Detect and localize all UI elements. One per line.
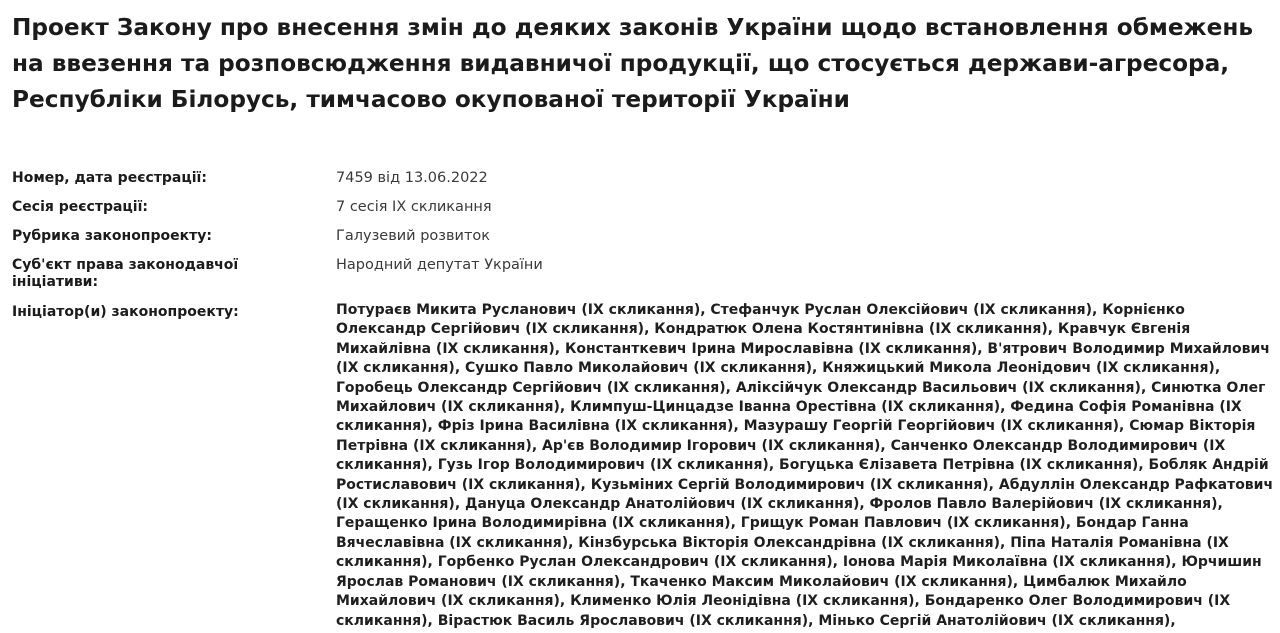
initiators-label: Ініціатор(и) законопроекту: <box>12 304 239 320</box>
registration-label: Номер, дата реєстрації: <box>12 170 207 186</box>
subject-label <box>12 257 336 291</box>
bill-metadata <box>12 159 1274 631</box>
category-row <box>12 228 1274 257</box>
category-label: Рубрика законопроекту: <box>12 228 212 244</box>
subject-label-text: Суб'єкт права законодавчої ініціативи: <box>12 257 239 290</box>
session-row <box>12 199 1274 228</box>
initiators-list: Потураєв Микита Русланович (IX скликання), Стефанчук Руслан Олексійович (IX скликання), Корнієнко Олександр Сергійович (IX скликання), Кондратюк Олена Костянтинівна (IX скликання), Кравчук Євгенія Михайлівна (IX скликання), Константкевич Ірина Мирославівна (IX скликання), В'ятрович Володимир Михайлович (IX скликання), Сушко Павло Миколайович (IX скликання), Княжицький Микола Леонідович (IX скликання), Горобець Олександр Сергійович (IX скликання), Аліксійчук Олександр Васильович (IX скликання), Синютка Олег Михайлович (IX скликання), Климпуш-Цинцадзе Іванна Орестівна (IX скликання), Федина Софія Романівна (IX скликання), Фріз Ірина Василівна (IX скликання), Мазурашу Георгій Георгійович (IX скликання), Сюмар Вікторія Петрівна (IX скликання), Ар'єв Володимир Ігорович (IX скликання), Санченко Олександр Володимирович (IX скликання), Гузь Ігор Володимирович (IX скликання), Богуцька Єлізавета Петрівна (IX скликання), Бобляк Андрій Ростиславович (IX скликання), Кузьміних Сергій Володимирович (IX скликання), Абдуллін Олександр Рафкатович (IX скликання), Дануца Олександр Анатолійович (IX скликання), Фролов Павло Валерійович (IX скликання), Геращенко Ірина Володимирівна (IX скликання), Грищук Роман Павлович (IX скликання), Бондар Ганна Вячеславівна (IX скликання), Кінзбурська Вікторія Олександрівна (IX скликання), Піпа Наталія Романівна (IX скликання), Горбенко Руслан Олександрович (IX скликання), Іонова Марія Миколаївна (IX скликання), Юрчишин Ярослав Романович (IX скликання), Ткаченко Максим Миколайович (IX скликання), Цимбалюк Михайло Михайлович (IX скликання), Клименко Юлія Леонідівна (IX скликання), Бондаренко Олег Володимирович (IX скликання), Вірастюк Василь Ярославович (IX скликання), Мінько Сергій Анатолійович (IX скликання), <box>336 302 1274 629</box>
subject-value: Народний депутат України <box>336 257 543 273</box>
session-value: 7 сесія IX скликання <box>336 199 492 215</box>
category-value: Галузевий розвиток <box>336 228 491 244</box>
registration-value: 7459 від 13.06.2022 <box>336 170 488 186</box>
session-label: Сесія реєстрації: <box>12 199 149 215</box>
registration-row <box>12 159 1274 199</box>
initiators-row <box>12 304 1274 631</box>
bill-page <box>12 10 1274 118</box>
bill-title: Проект Закону про внесення змін до деяких законів України щодо встановлення обмежень на ввезення та розповсюдження видавничої продукції, що стосується держави-агресора, Республіки Білорусь, тимчасово окупованої території України <box>12 14 1254 113</box>
subject-row <box>12 257 1274 304</box>
